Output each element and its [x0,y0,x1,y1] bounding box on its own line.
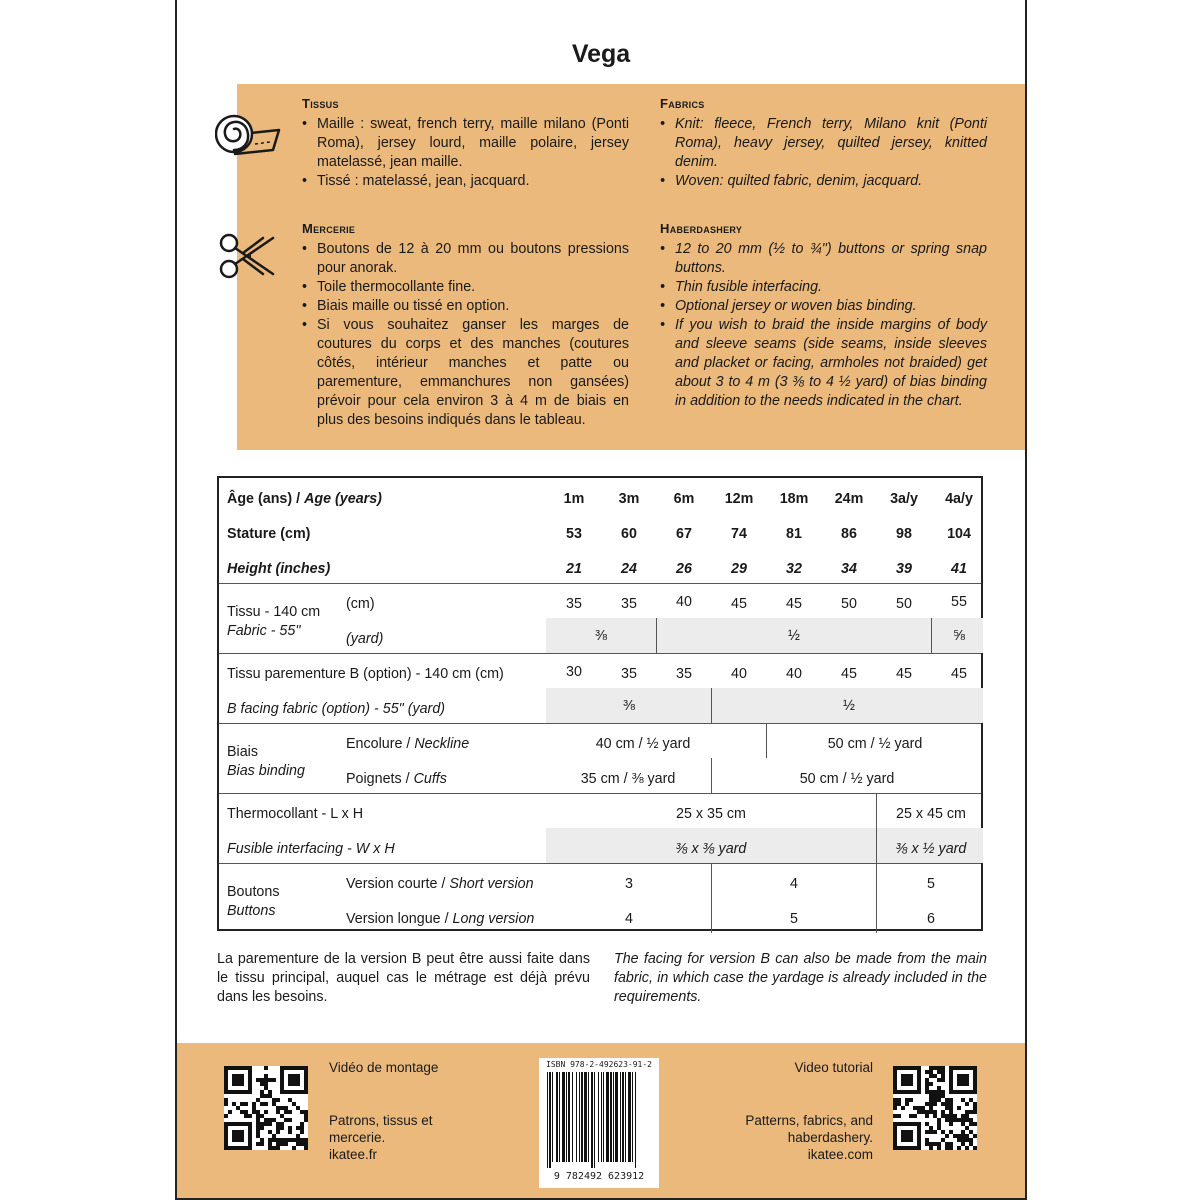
fabric-cm: 35 [621,596,637,612]
stature-value: 60 [621,526,637,542]
height-value: 39 [896,561,912,577]
yardage-chart [217,476,983,931]
video-label-fr: Vidéo de montage [329,1060,439,1075]
cell-divider [766,723,767,758]
unit-yard: (yard) [346,631,384,647]
list-item: • Woven: quilted fabric, denim, jacquard. [660,172,987,191]
facing-label-en: B facing fabric (option) - 55" (yard) [227,701,446,717]
age-value: 12m [724,491,754,507]
fabric-yard: ⅝ [953,628,965,644]
list-item: • Si vous souhaitez ganser les marges de coutures du corps et des manches (coutures côtés, intérieur manches et patte ou parementure, emmanchures non gansées) prévoir pour cela environ 3 à 4 m de biais en plus des besoins indiqués dans le tableau. [302,316,629,430]
facing-label-fr: Tissu parementure B (option) - 140 cm (cm) [227,666,504,682]
list-item: • Thin fusible interfacing. [660,278,987,297]
long-version-label: Version longue / Long version [346,911,535,927]
cuffs-value: 35 cm / ⅜ yard [580,771,676,787]
video-label-en: Video tutorial [794,1060,873,1075]
note-fr: La parementure de la version B peut être aussi faite dans le tissu principal, auquel cas le métrage est déjà prévu dans les besoins. [217,951,590,1005]
list-item: • If you wish to braid the inside margins of body and sleeve seams (side seams, inside sleeves and placket or facing, armholes not braided) get about 3 to 4 m (3 ⅜ to 4 ½ yard) of bias binding in addition to the needs indicated in the chart. [660,316,987,411]
facing-cm: 45 [951,666,967,682]
list-item: • Tissé : matelassé, jean, jacquard. [302,172,629,191]
cell-divider [876,863,877,933]
facing-cm: 35 [676,666,692,682]
cell-divider [711,758,712,793]
long-value: 5 [790,911,798,927]
fabric-yard: ½ [788,628,800,644]
stature-value: 86 [841,526,857,542]
qr-code-fr[interactable] [224,1066,308,1150]
fabrics-en [660,94,987,191]
stature-value: 67 [676,526,692,542]
fabrics-fr [302,94,629,191]
fabric-cm: 45 [731,596,747,612]
neckline-label: Encolure / Neckline [346,736,470,752]
short-version-label: Version courte / Short version [346,876,534,892]
page-title: Vega [571,40,631,68]
list-item: • Toile thermocollante fine. [302,278,629,297]
fabric-cm: 50 [896,596,912,612]
unit-cm: (cm) [346,596,375,612]
footer [177,1043,1025,1198]
barcode-icon [547,1072,651,1168]
interfacing-label-fr: Thermocollant - L x H [227,806,364,822]
stature-value: 104 [947,526,971,542]
buttons-label-fr: Boutons [227,884,280,900]
pattern-back-page [175,0,1027,1200]
cuffs-value: 50 cm / ½ yard [799,771,895,787]
fabric-label-en: Fabric - 55" [227,623,301,639]
list-item: • Biais maille ou tissé en option. [302,297,629,316]
bias-label-en: Bias binding [227,763,305,779]
list-item: • Optional jersey or woven bias binding. [660,297,987,316]
barcode-number: 9 782492 623912 [553,1171,645,1182]
site-link-en[interactable]: ikatee.com [807,1147,873,1162]
site-link-fr[interactable]: ikatee.fr [329,1147,378,1162]
cuffs-label: Poignets / Cuffs [346,771,447,787]
height-value: 24 [621,561,637,577]
interfacing-yard: ⅜ x ½ yard [895,841,967,857]
notions-fr-heading: Mercerie [302,221,356,236]
height-value: 41 [951,561,967,577]
facing-yard: ⅜ [623,698,635,714]
age-value: 18m [779,491,809,507]
facing-cm: 45 [896,666,912,682]
row-divider [219,863,981,864]
stature-label: Stature (cm) [227,526,311,542]
facing-cm: 30 [566,664,582,680]
shop-label-en: Patterns, fabrics, and haberdashery. [745,1113,873,1145]
stature-value: 98 [896,526,912,542]
shop-label-fr: Patrons, tissus et mercerie. [329,1113,433,1145]
age-value: 4a/y [945,491,973,507]
row-divider [219,793,981,794]
requirements-panel [237,84,1025,450]
shade [546,688,983,723]
stature-value: 81 [786,526,802,542]
height-label: Height (inches) [227,561,331,577]
height-value: 21 [566,561,582,577]
interfacing-yard: ⅜ x ⅜ yard [675,841,747,857]
notions-en-heading: Haberdashery [660,221,743,236]
cell-divider [931,618,932,653]
height-value: 29 [731,561,747,577]
list-item: • Boutons de 12 à 20 mm ou boutons pressions pour anorak. [302,240,629,278]
fabrics-en-heading: Fabrics [660,96,705,111]
isbn-text: ISBN 978-2-492623-91-2 [546,1060,652,1069]
height-value: 34 [841,561,857,577]
age-value: 24m [834,491,864,507]
long-value: 6 [927,911,935,927]
height-value: 26 [676,561,692,577]
fabric-cm: 35 [566,596,582,612]
facing-cm: 45 [841,666,857,682]
qr-code-en[interactable] [893,1066,977,1150]
age-value: 1m [563,491,585,507]
facing-cm: 40 [786,666,802,682]
cell-divider [711,863,712,933]
facing-cm: 40 [731,666,747,682]
neckline-value: 40 cm / ½ yard [595,736,691,752]
fabric-yard: ⅜ [595,628,607,644]
facing-yard: ½ [843,698,855,714]
stature-value: 53 [566,526,582,542]
bias-label-fr: Biais [227,744,258,760]
row-divider [219,653,981,654]
cell-divider [711,688,712,723]
short-value: 5 [927,876,935,892]
cell-divider [656,618,657,653]
age-label: Âge (ans) / Age (years) [227,491,382,507]
shade [546,618,983,653]
fabric-cm: 40 [676,594,692,610]
isbn-barcode [539,1058,659,1188]
fabric-roll-icon [215,110,281,156]
fabric-cm: 55 [951,594,967,610]
height-value: 32 [786,561,802,577]
list-item: • 12 to 20 mm (½ to ¾") buttons or spring snap buttons. [660,240,987,278]
age-value: 6m [673,491,695,507]
row-divider [219,583,981,584]
interfacing-label-en: Fusible interfacing - W x H [227,841,395,857]
age-value: 3m [618,491,640,507]
notions-fr [302,219,629,430]
neckline-value: 50 cm / ½ yard [827,736,923,752]
list-item: • Knit: fleece, French terry, Milano knit (Ponti Roma), heavy jersey, quilted jersey, knitted denim. [660,115,987,172]
buttons-label-en: Buttons [227,903,276,919]
fabric-label-fr: Tissu - 140 cm [227,604,321,620]
scissors-icon [217,232,277,280]
notions-en [660,219,987,411]
note-en: The facing for version B can also be made from the main fabric, in which case the yardage is already included in the requirements. [614,951,987,1005]
age-value: 3a/y [890,491,918,507]
fabrics-fr-heading: Tissus [302,96,339,111]
facing-cm: 35 [621,666,637,682]
fabric-cm: 50 [841,596,857,612]
short-value: 3 [625,876,633,892]
interfacing-cm: 25 x 35 cm [676,806,746,822]
row-divider [219,723,981,724]
stature-value: 74 [731,526,747,542]
short-value: 4 [790,876,798,892]
long-value: 4 [625,911,633,927]
interfacing-cm: 25 x 45 cm [896,806,966,822]
list-item: • Maille : sweat, french terry, maille milano (Ponti Roma), jersey lourd, maille polaire, jersey matelassé, jean maille. [302,115,629,172]
cell-divider [876,793,877,863]
fabric-cm: 45 [786,596,802,612]
